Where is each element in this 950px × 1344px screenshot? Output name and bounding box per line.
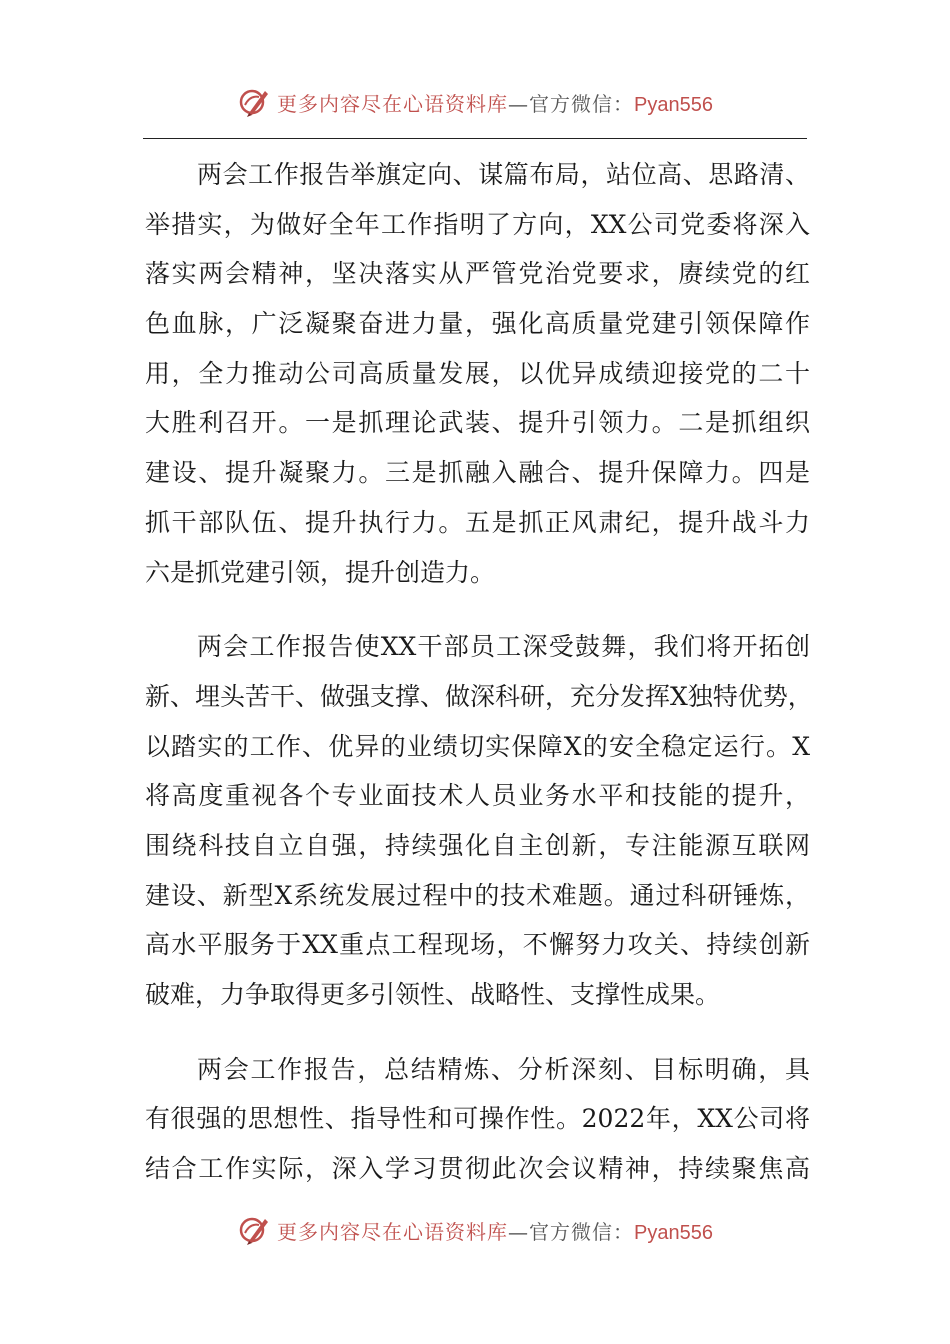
text-line: 大胜利召开。一是抓理论武装、提升引领力。二是抓组织 [145,408,810,438]
text-line: 两会工作报告使XX干部员工深受鼓舞，我们将开拓创 [197,632,810,662]
text-line: 将高度重视各个专业面技术人员业务水平和技能的提升， [145,781,810,811]
header-wechat-label: 官方微信： [529,91,635,116]
footer-wechat-label: 官方微信： [529,1219,635,1244]
paragraph-gap [145,597,810,622]
paragraph [145,622,813,1020]
footer-separator: — [508,1219,530,1244]
text-line: 新、埋头苦干、做强支撑、做深科研，充分发挥X独特优势， [145,681,813,711]
text-line: 高水平服务于XX重点工程现场，不懈努力攻关、持续创新 [145,930,810,960]
header-separator: — [508,91,530,116]
footer-brand: 更多内容尽在心语资料库 [277,1219,509,1244]
footer-banner [0,1210,950,1250]
pen-swirl-logo-icon [237,1213,271,1247]
text-line: 破难，力争取得更多引领性、战略性、支撑性成果。 [145,980,721,1009]
paragraph-gap [145,1020,810,1045]
footer-banner-text [277,1216,713,1245]
pen-swirl-logo-icon [237,85,271,119]
text-line: 建设、新型X系统发展过程中的技术难题。通过科研锤炼， [145,880,810,910]
text-line: 抓干部队伍、提升执行力。五是抓正风肃纪，提升战斗力 [145,507,810,537]
document-body [145,150,813,1194]
text-line: 用，全力推动公司高质量发展，以优异成绩迎接党的二十 [145,358,810,388]
text-line: 结合工作实际，深入学习贯彻此次会议精神，持续聚焦高 [145,1154,810,1184]
text-line: 两会工作报告，总结精炼、分析深刻、目标明确，具 [197,1054,810,1084]
header-brand: 更多内容尽在心语资料库 [277,91,509,116]
footer-wechat-id: Pyan556 [634,1221,713,1244]
header-banner [0,82,950,122]
header-wechat-id: Pyan556 [634,93,713,116]
text-line: 落实两会精神，坚决落实从严管党治党要求，赓续党的红 [145,259,810,289]
text-line: 以踏实的工作、优异的业绩切实保障X的安全稳定运行。X [145,731,810,761]
header-divider [143,138,807,139]
text-line: 六是抓党建引领，提升创造力。 [145,557,496,587]
paragraph [145,1045,810,1194]
text-line: 围绕科技自立自强，持续强化自主创新，专注能源互联网 [145,830,810,860]
text-line: 举措实，为做好全年工作指明了方向，XX公司党委将深入 [145,209,810,239]
header-banner-text [277,88,713,117]
text-line: 色血脉，广泛凝聚奋进力量，强化高质量党建引领保障作 [145,309,810,339]
text-line: 有很强的思想性、指导性和可操作性。2022年，XX公司将 [145,1104,810,1134]
text-line: 建设、提升凝聚力。三是抓融入融合、提升保障力。四是 [145,458,810,488]
text-line: 两会工作报告举旗定向、谋篇布局，站位高、思路清、 [197,160,810,189]
paragraph [145,150,810,597]
